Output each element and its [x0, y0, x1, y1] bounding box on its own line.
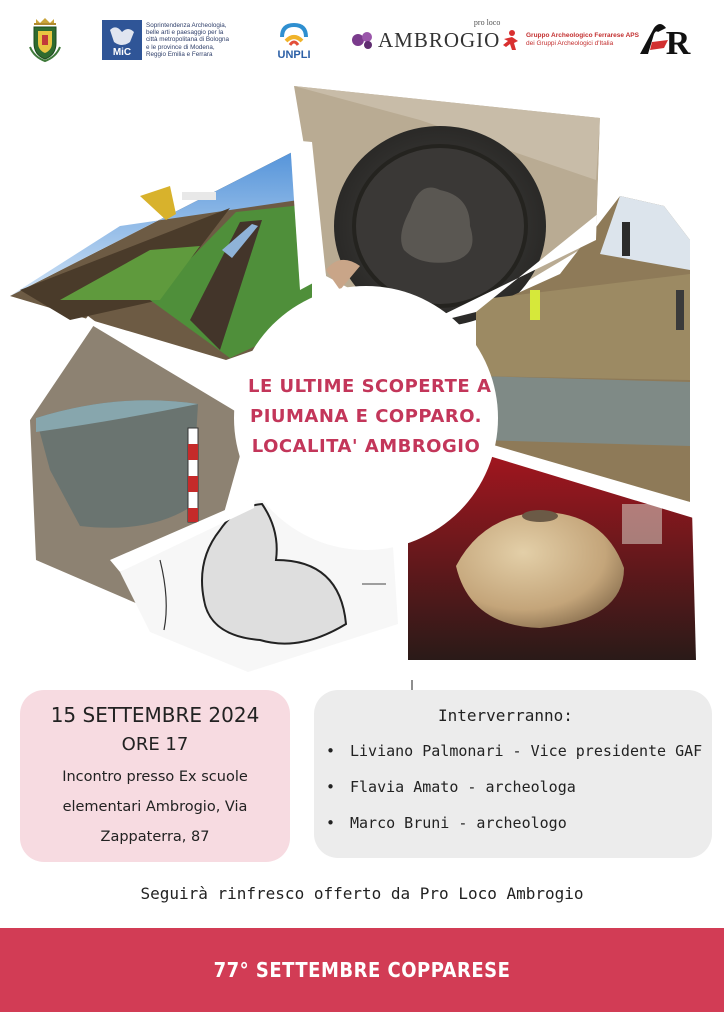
- bullet-icon: •: [326, 814, 336, 832]
- ar-logo-icon: [638, 20, 696, 60]
- soprintendenza-line: Soprintendenza Archeologia,: [146, 21, 227, 29]
- bullet-icon: •: [326, 778, 336, 796]
- soprintendenza-logo: [102, 16, 229, 64]
- gaf-logo: [500, 16, 639, 64]
- speaker-name: Flavia Amato - archeologa: [350, 778, 576, 796]
- headline-line: LE ULTIME SCOPERTE A: [248, 376, 492, 397]
- soprintendenza-name: [146, 22, 229, 58]
- proloco-name: AMBROGIO: [378, 27, 501, 52]
- unpli-logo: [272, 16, 316, 64]
- event-time: ORE 17: [121, 734, 189, 755]
- soprintendenza-line: città metropolitana di Bologna: [146, 36, 229, 44]
- ar-logo: [638, 16, 696, 64]
- speakers-list: [326, 740, 702, 848]
- gaf-line: Gruppo Archeologico Ferrarese APS: [526, 32, 639, 39]
- refreshment-note: Seguirà rinfresco offerto da Pro Loco Ambrogio: [140, 884, 584, 903]
- unpli-text: UNPLI: [277, 49, 311, 61]
- bullet-icon: •: [326, 742, 336, 760]
- municipal-crest-icon: [28, 17, 62, 63]
- ar-letter: R: [665, 25, 691, 60]
- soprintendenza-line: belle arti e paesaggio per la: [146, 29, 224, 37]
- headline-line: PIUMANA E COPPARO.: [250, 406, 482, 427]
- unpli-house-icon: [272, 19, 316, 49]
- event-info-box: [20, 690, 290, 862]
- proloco-logo: [350, 16, 500, 64]
- speakers-title: Interverranno:: [438, 706, 573, 725]
- logo-bar: [0, 0, 724, 80]
- speaker-name: Liviano Palmonari - Vice presidente GAF: [350, 742, 703, 760]
- headline-line: LOCALITA' AMBROGIO: [251, 436, 481, 457]
- soprintendenza-line: Reggio Emilia e Ferrara: [146, 50, 213, 58]
- speakers-box: [314, 690, 712, 858]
- speaker-item: [326, 776, 702, 812]
- canal-excavation-photo: [10, 142, 312, 360]
- speaker-item: [326, 740, 702, 776]
- gaf-figure-icon: [500, 29, 522, 51]
- municipal-crest-logo: [28, 16, 62, 64]
- soprintendenza-line: e le province di Modena,: [146, 43, 215, 51]
- event-venue: Incontro presso Ex scuole elementari Ambrogio, Via Zappaterra, 87: [62, 769, 248, 845]
- headline: [248, 372, 492, 462]
- mic-badge-text: MiC: [112, 47, 132, 58]
- gaf-line: dei Gruppi Archeologici d'Italia: [526, 40, 614, 47]
- event-series-banner: [0, 928, 724, 1012]
- speaker-name: Marco Bruni - archeologo: [350, 814, 567, 832]
- proloco-small: pro loco: [473, 17, 501, 27]
- proloco-flower-icon: [350, 29, 376, 51]
- speaker-item: [326, 812, 702, 848]
- banner-text: 77° SETTEMBRE COPPARESE: [213, 958, 511, 982]
- mic-badge-icon: [102, 20, 142, 60]
- event-date: 15 SETTEMBRE 2024: [50, 703, 260, 727]
